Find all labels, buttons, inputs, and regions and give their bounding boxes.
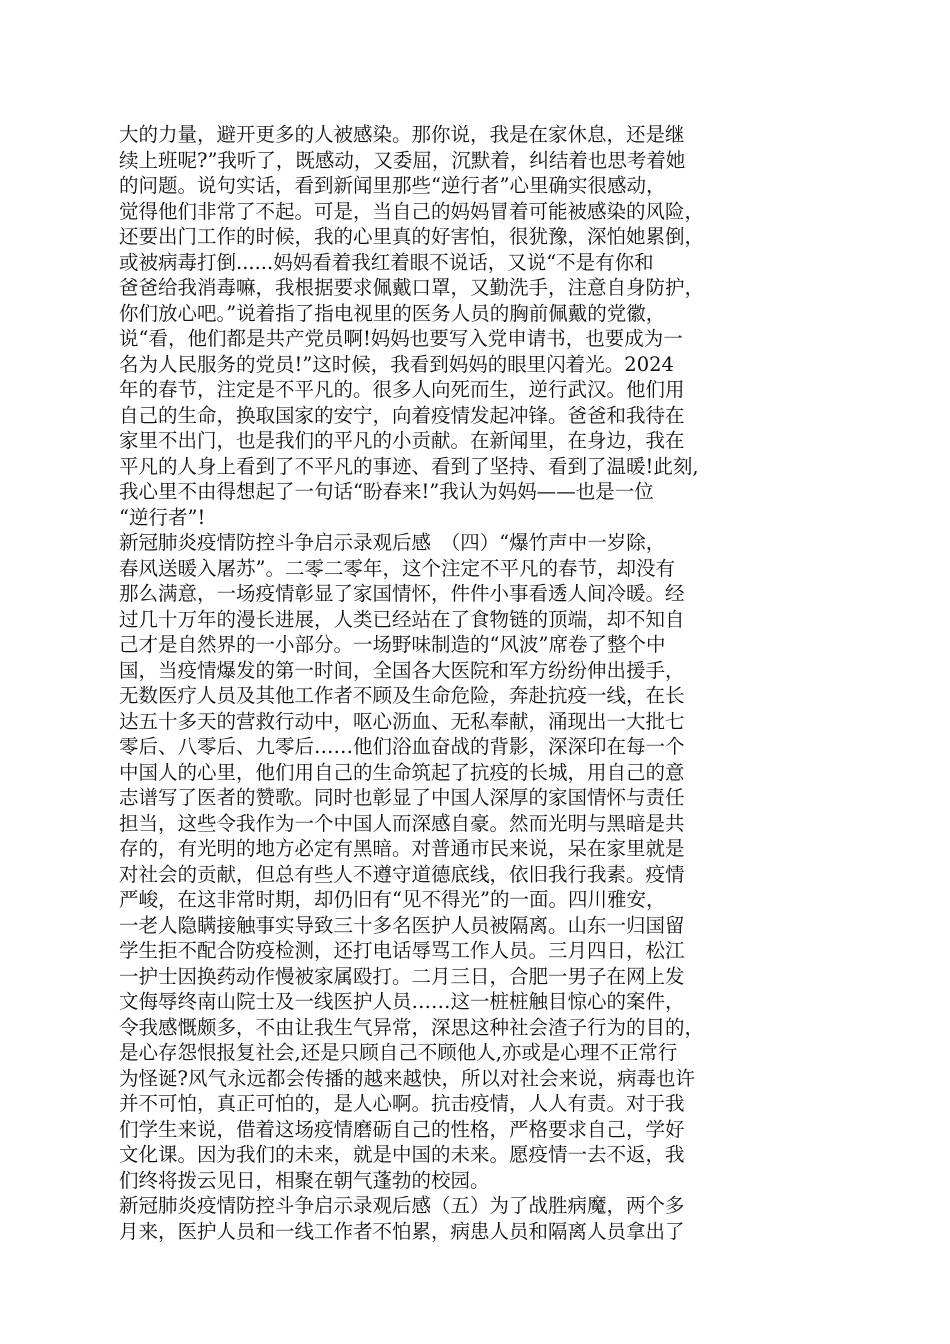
- text-line: 文侮辱终南山院士及一线医护人员……这一桩桩触目惊心的案件，: [119, 990, 685, 1013]
- text-line: 或被病毒打倒......妈妈看着我红着眼不说话，又说“不是有你和: [119, 250, 654, 274]
- text-line: 们终将拨云见日，相聚在朝气蓬勃的校园。: [119, 1168, 490, 1192]
- text-line: 令我感慨颇多，不由让我生气异常，深思这种社会渣子行为的目的，: [119, 1015, 705, 1039]
- text-line: 一老人隐瞒接触事实导致三十多名医护人员被隔离。山东一归国留: [119, 913, 685, 937]
- text-line: 的问题。说句实话，看到新闻里那些“逆行者”心里确实很感动，: [119, 174, 666, 197]
- text-line: 新冠肺炎疫情防控斗争启示录观后感 （四）“爆竹声中一岁除，: [119, 531, 666, 554]
- text-line: 那么满意，一场疫情彰显了家国情怀，件件小事看透人间冷暖。经: [119, 582, 685, 605]
- text-line: 们学生来说，借着这场疫情磨砺自己的性格，严格要求自己，学好: [119, 1117, 685, 1141]
- text-line: 对社会的贡献，但总有些人不遵守道德底线，依旧我行我素。疫情: [119, 862, 685, 886]
- text-line: 国，当疫情爆发的第一时间，全国各大医院和军方纷纷伸出援手，: [119, 658, 685, 682]
- text-line: 无数医疗人员及其他工作者不顾及生命危险，奔赴抗疫一线，在长: [119, 684, 685, 707]
- text-line: 还要出门工作的时候，我的心里真的好害怕，很犹豫，深怕她累倒，: [119, 225, 705, 248]
- text-line: 中国人的心里，他们用自己的生命筑起了抗疫的长城，用自己的意: [119, 760, 685, 784]
- text-line: 爸爸给我消毒嘛，我根据要求佩戴口罩，又勤洗手，注意自身防护，: [119, 276, 705, 299]
- text-line: 达五十多天的营救行动中，呕心沥血、无私奉献，涌现出一大批七: [119, 709, 685, 733]
- text-line: 并不可怕，真正可怕的，是人心啊。抗击疫情，人人有责。对于我: [119, 1092, 685, 1115]
- text-line: 说“看，他们都是共产党员啊!妈妈也要写入党申请书，也要成为一: [119, 327, 683, 350]
- document-body: [119, 122, 811, 1244]
- text-line: 文化课。因为我们的未来，就是中国的未来。愿疫情一去不返，我: [119, 1143, 685, 1166]
- text-line: 平凡的人身上看到了不平凡的事迹、看到了坚持、看到了温暖!此刻,: [119, 454, 699, 478]
- text-line: 一护士因换药动作慢被家属殴打。二月三日，合肥一男子在网上发: [119, 964, 685, 988]
- text-line: 大的力量，避开更多的人被感染。那你说，我是在家休息，还是继: [119, 123, 685, 146]
- paragraph: [119, 1193, 811, 1244]
- text-line: 新冠肺炎疫情防控斗争启示录观后感（五）为了战胜病魔，两个多: [119, 1194, 685, 1217]
- text-line: 存的，有光明的地方必定有黑暗。对普通市民来说，呆在家里就是: [119, 837, 685, 860]
- text-line: 严峻，在这非常时期，却仍旧有“见不得光”的一面。四川雅安，: [119, 888, 666, 911]
- text-line: 为怪诞?风气永远都会传播的越来越快，所以对社会来说，病毒也许: [119, 1066, 695, 1090]
- paragraph: [119, 122, 811, 530]
- text-line: 我心里不由得想起了一句话“盼春来!”我认为妈妈——也是一位: [119, 480, 654, 503]
- text-line: “逆行者”!: [119, 505, 206, 529]
- text-line: 自己的生命，换取国家的安宁，向着疫情发起冲锋。爸爸和我待在: [119, 403, 685, 427]
- text-line: 觉得他们非常了不起。可是，当自己的妈妈冒着可能被感染的风险，: [119, 199, 705, 223]
- text-line: 年的春节，注定是不平凡的。很多人向死而生，逆行武汉。他们用: [119, 378, 685, 401]
- text-line: 家里不出门，也是我们的平凡的小贡献。在新闻里，在身边，我在: [119, 429, 685, 452]
- text-line: 零后、八零后、九零后……他们浴血奋战的背影，深深印在每一个: [119, 735, 685, 758]
- text-line: 续上班呢?”我听了，既感动，又委屈，沉默着，纠结着也思考着她: [119, 148, 686, 172]
- text-line: 己才是自然界的一小部分。一场野味制造的“风波”席卷了整个中: [119, 633, 666, 656]
- text-line: 月来，医护人员和一线工作者不怕累，病患人员和隔离人员拿出了: [119, 1219, 685, 1243]
- text-line: 学生拒不配合防疫检测，还打电话辱骂工作人员。三月四日，松江: [119, 939, 685, 962]
- text-line: 春风送暖入屠苏”。二零二零年，这个注定不平凡的春节，却没有: [119, 556, 675, 580]
- text-line: 你们放心吧。”说着指了指电视里的医务人员的胸前佩戴的党徽，: [119, 301, 666, 325]
- paragraph: [119, 530, 811, 1193]
- text-line: 名为人民服务的党员!”这时候，我看到妈妈的眼里闪着光。2024: [119, 352, 674, 376]
- text-line: 志谱写了医者的赞歌。同时也彰显了中国人深厚的家国情怀与责任: [119, 786, 685, 809]
- text-line: 担当，这些令我作为一个中国人而深感自豪。然而光明与黑暗是共: [119, 811, 685, 835]
- text-line: 是心存怨恨报复社会,还是只顾自己不顾他人,亦或是心理不正常行: [119, 1041, 678, 1064]
- text-line: 过几十万年的漫长进展，人类已经站在了食物链的顶端，却不知自: [119, 607, 685, 631]
